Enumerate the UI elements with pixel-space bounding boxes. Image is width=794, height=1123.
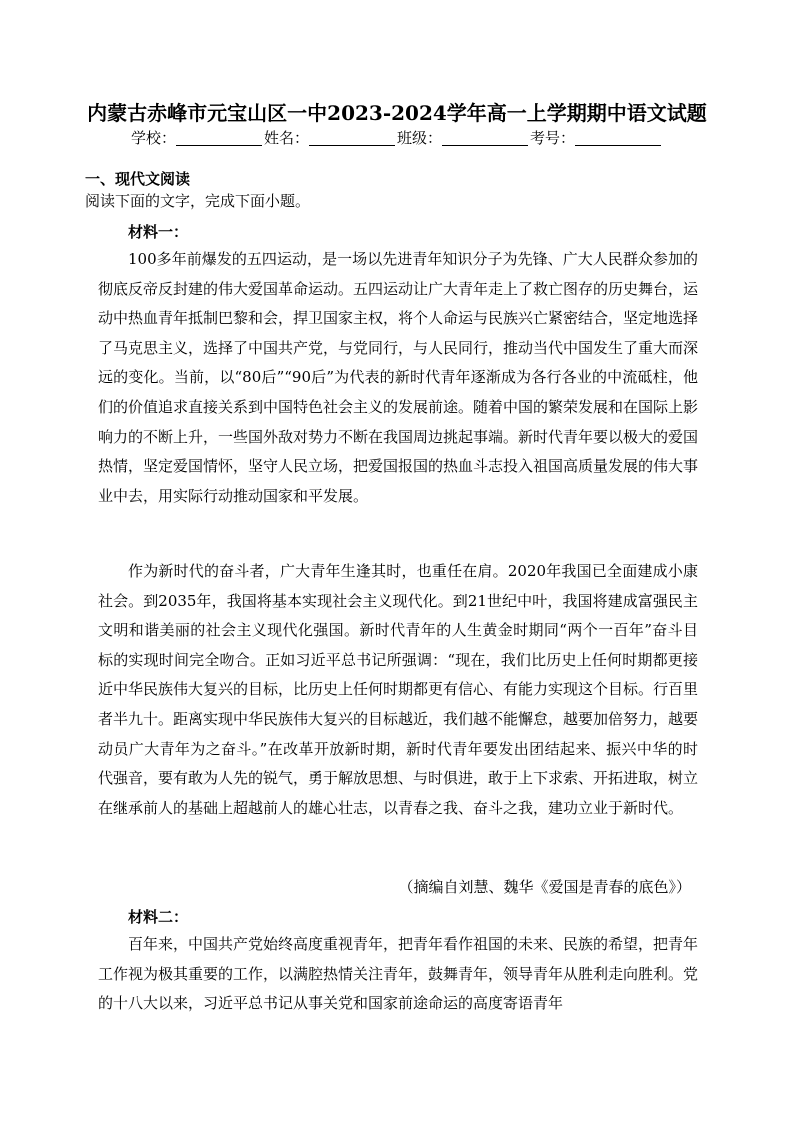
class-blank[interactable]: [442, 144, 528, 146]
material-one-paragraph-2: 作为新时代的奋斗者，广大青年生逢其时，也重任在肩。2020年我国已全面建成小康社会。到2035年，我国将基本实现社会主义现代化。到21世纪中叶，我国将建成富强民主文明和谐美丽的社会主义现代化强国。新时代青年的人生黄金时期同“两个一百年”奋斗目标的实现时间完全吻合。正如习近平总书记所强调：“现在，我们比历史上任何时期都更接近中华民族伟大复兴的目标，比历史上任何时期都更有信心、有能力实现这个目标。行百里者半九十。距离实现中华民族伟大复兴的目标越近，我们越不能懈怠，越要加倍努力，越要动员广大青年为之奋斗。”在改革开放新时期，新时代青年要发出团结起来、振兴中华的时代强音，要有敢为人先的锐气，勇于解放思想、与时俱进，敢于上下求索、开拓进取，树立在继承前人的基础上超越前人的雄心壮志，以青春之我、奋斗之我，建功立业于新时代。: [98, 562, 699, 817]
class-label: 班级：: [397, 129, 443, 147]
material-two-paragraph-1: 百年来，中国共产党始终高度重视青年，把青年看作祖国的未来、民族的希望，把青年工作视为极其重要的工作，以满腔热情关注青年，鼓舞青年，领导青年从胜利走向胜利。党的十八大以来，习近平总书记从事关党和国家前途命运的高度寄语青年: [98, 935, 699, 1013]
exam-number-label: 考号：: [530, 129, 576, 147]
name-blank[interactable]: [309, 144, 395, 146]
material-one-label: 材料一：: [128, 223, 189, 241]
exam-number-blank[interactable]: [575, 144, 661, 146]
section-instruction: 阅读下面的文字，完成下面小题。: [85, 192, 311, 210]
material-two-label: 材料二：: [128, 908, 189, 926]
material-one-paragraph-1: 100多年前爆发的五四运动，是一场以先进青年知识分子为先锋、广大人民群众参加的彻底反帝反封建的伟大爱国革命运动。五四运动让广大青年走上了救亡图存的历史舞台，运动中热血青年抵制巴黎和会，捍卫国家主权，将个人命运与民族兴亡紧密结合，坚定地选择了马克思主义，选择了中国共产党，与党同行，与人民同行，推动当代中国发生了重大而深远的变化。当前，以“80后”“90后”为代表的新时代青年逐渐成为各行各业的中流砥柱，他们的价值追求直接关系到中国特色社会主义的发展前途。随着中国的繁荣发展和在国际上影响力的不断上升，一些国外敌对势力不断在我国周边挑起事端。新时代青年要以极大的爱国热情，坚定爱国情怀，坚守人民立场，把爱国报国的热血斗志投入祖国高质量发展的伟大事业中去，用实际行动推动国家和平发展。: [98, 250, 699, 505]
material-one-source: （摘编自刘慧、魏华《爱国是青春的底色》）: [398, 878, 691, 896]
exam-title: 内蒙古赤峰市元宝山区一中2023-2024学年高一上学期期中语文试题: [87, 101, 707, 125]
name-label: 姓名：: [263, 129, 309, 147]
school-blank[interactable]: [176, 144, 262, 146]
section-heading: 一、现代文阅读: [85, 170, 191, 188]
school-label: 学校：: [130, 129, 176, 147]
student-info-line: [0, 127, 794, 148]
